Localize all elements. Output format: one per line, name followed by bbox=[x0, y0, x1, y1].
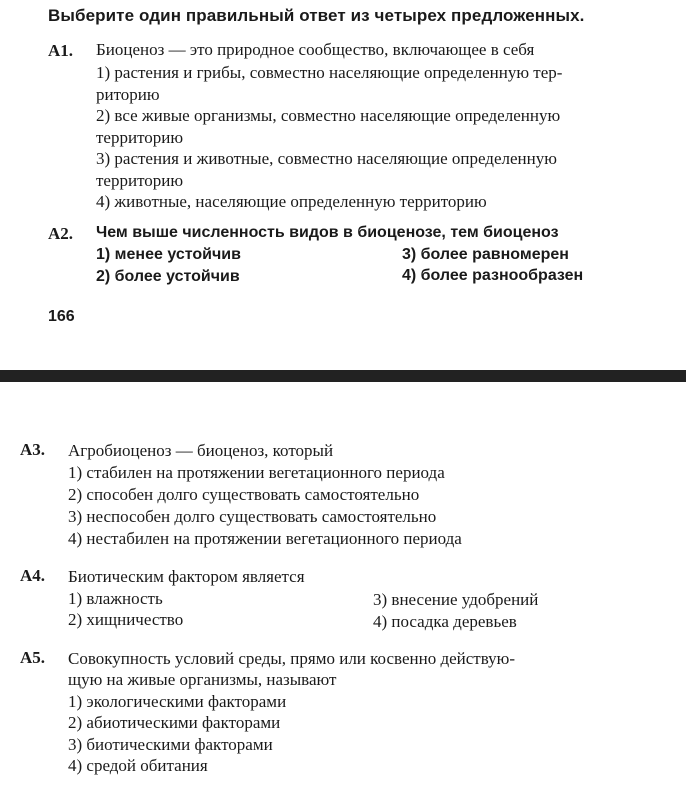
question-a1-option-1a: 1) растения и грибы, совместно населяющие определенную тер- bbox=[96, 63, 563, 82]
question-a2-option-3: 3) более равномерен bbox=[402, 246, 569, 263]
question-a1-option-2b: территорию bbox=[96, 128, 184, 147]
question-a5-option-3: 3) биотическими факторами bbox=[68, 735, 273, 754]
question-a5-text-line-1: Совокупность условий среды, прямо или косвенно действую- bbox=[68, 649, 516, 668]
question-a1-option-3a: 3) растения и животные, совместно населяющие определенную bbox=[96, 149, 557, 168]
question-a4-number: А4. bbox=[20, 566, 46, 585]
bottom-page bbox=[0, 382, 686, 787]
question-a3-option-3: 3) неспособен долго существовать самостоятельно bbox=[68, 507, 437, 526]
question-a3-text: Агробиоценоз — биоценоз, который bbox=[68, 441, 334, 460]
question-a3-option-1: 1) стабилен на протяжении вегетационного периода bbox=[68, 463, 445, 482]
question-a2-option-4: 4) более разнообразен bbox=[402, 267, 584, 284]
question-a1-option-3b: территорию bbox=[96, 171, 184, 190]
question-a3-option-4: 4) нестабилен на протяжении вегетационного периода bbox=[68, 529, 462, 548]
question-a5-number: А5. bbox=[20, 648, 46, 667]
top-page bbox=[0, 0, 686, 370]
page-divider bbox=[0, 370, 686, 382]
question-a2-number: А2. bbox=[48, 224, 74, 243]
question-a2-option-1: 1) менее устойчив bbox=[96, 246, 241, 263]
question-a1-text: Биоценоз — это природное сообщество, включающее в себя bbox=[96, 40, 535, 59]
question-a1-option-1b: риторию bbox=[96, 85, 160, 104]
question-a4-text: Биотическим фактором является bbox=[68, 567, 305, 586]
question-a1-number: А1. bbox=[48, 41, 74, 60]
instruction-heading: Выберите один правильный ответ из четырех предложенных. bbox=[48, 6, 585, 25]
question-a4-option-1: 1) влажность bbox=[68, 589, 163, 608]
question-a2-text: Чем выше численность видов в биоценозе, тем биоценоз bbox=[96, 224, 559, 241]
question-a5-text-line-2: щую на живые организмы, называют bbox=[68, 670, 337, 689]
question-a4-option-2: 2) хищничество bbox=[68, 610, 184, 629]
question-a1-option-4: 4) животные, населяющие определенную территорию bbox=[96, 192, 487, 211]
question-a5-option-1: 1) экологическими факторами bbox=[68, 692, 287, 711]
question-a4-option-4: 4) посадка деревьев bbox=[373, 612, 517, 631]
question-a5-option-2: 2) абиотическими факторами bbox=[68, 713, 281, 732]
question-a3-option-2: 2) способен долго существовать самостоятельно bbox=[68, 485, 420, 504]
question-a1-option-2a: 2) все живые организмы, совместно населяющие определенную bbox=[96, 106, 561, 125]
question-a4-option-3: 3) внесение удобрений bbox=[373, 590, 539, 609]
question-a3-number: А3. bbox=[20, 440, 46, 459]
question-a5-option-4: 4) средой обитания bbox=[68, 756, 208, 775]
question-a2-option-2: 2) более устойчив bbox=[96, 268, 240, 285]
page-number: 166 bbox=[48, 308, 75, 325]
